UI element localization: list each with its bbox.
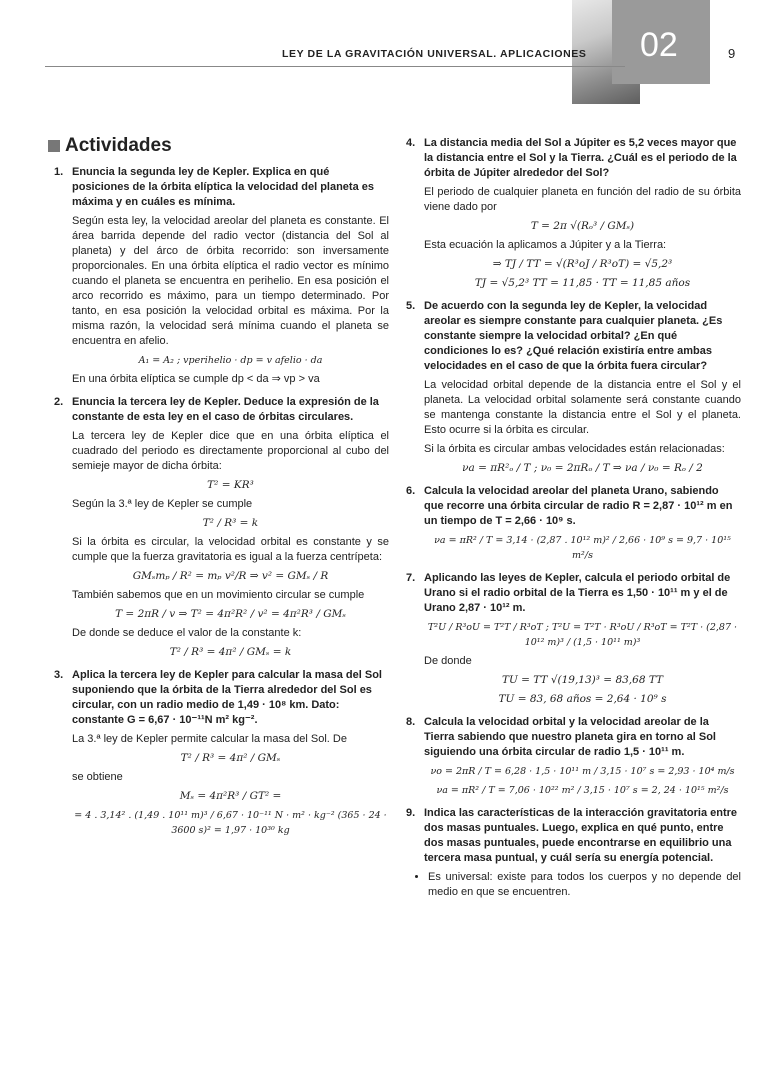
paragraph: La 3.ª ley de Kepler permite calcular la masa del Sol. De bbox=[72, 733, 347, 745]
left-column bbox=[54, 136, 389, 846]
bullet-list bbox=[428, 870, 741, 900]
activity-question: Enuncia la tercera ley de Kepler. Deduce la expresión de la constante de esta ley en el caso de órbitas circulares. bbox=[72, 396, 379, 423]
activity-7 bbox=[406, 571, 741, 707]
paragraph: se obtiene bbox=[72, 771, 123, 783]
paragraph: Si la órbita es circular, la velocidad orbital es constante y se cumple que la fuerza gravitatoria es igual a la fuerza centrípeta: bbox=[72, 536, 389, 563]
activity-number: 8. bbox=[406, 716, 416, 728]
paragraph: De donde bbox=[424, 655, 472, 667]
equation: Mₛ = 4π²R³ / GT² = bbox=[179, 790, 282, 802]
activity-number: 6. bbox=[406, 485, 416, 497]
activity-8 bbox=[406, 715, 741, 798]
equation: ⇒ TJ / TT = √(R³oJ / R³oT) = √5,2³ bbox=[492, 258, 673, 270]
equation: T² = KR³ bbox=[207, 479, 254, 491]
equation: A₁ = A₂ ; vperihelio · dp = v afelio · da bbox=[138, 355, 323, 366]
activity-number: 1. bbox=[54, 166, 64, 178]
equation: TJ = √5,2³ TT = 11,85 · TT = 11,85 años bbox=[474, 277, 691, 289]
activity-question: Enuncia la segunda ley de Kepler. Explica en qué posiciones de la órbita elíptica la velocidad del planeta es máxima y en cuáles es mínima. bbox=[72, 166, 374, 208]
equation: νa = πR² / T = 3,14 · (2,87 . 10¹² m)² / 2,66 · 10⁹ s = 9,7 · 10¹⁵ m²/s bbox=[434, 535, 731, 561]
activity-question: Aplicando las leyes de Kepler, calcula el periodo orbital de Urano si el radio orbital de la Tierra es 1,50 · 10¹¹ m y el de Urano 2,87 · 10¹² m. bbox=[424, 572, 731, 614]
equation: T²U / R³oU = T²T / R³oT ; T²U = T²T · R³oU / R³oT = T²T · (2,87 · 10¹² m)³ / (1,5 · 10¹¹ m)³ bbox=[427, 622, 738, 648]
activity-4 bbox=[406, 136, 741, 291]
activity-question: Calcula la velocidad areolar del planeta Urano, sabiendo que recorre una órbita circular de radio R = 2,87 · 10¹² m en un tiempo de T = 2,66 · 10⁹ s. bbox=[424, 485, 733, 527]
paragraph: De donde se deduce el valor de la constante k: bbox=[72, 627, 302, 639]
equation: T = 2π √(Rₒ³ / GMₛ) bbox=[530, 220, 635, 232]
activity-number: 2. bbox=[54, 396, 64, 408]
paragraph: Esta ecuación la aplicamos a Júpiter y a la Tierra: bbox=[424, 239, 667, 251]
equation: = 4 . 3,14² . (1,49 . 10¹¹ m)³ / 6,67 · 10⁻¹¹ N · m² · kg⁻² (365 · 24 · 3600 s)² = 1,97 · 10³⁰ kg bbox=[74, 810, 387, 836]
activity-question: Aplica la tercera ley de Kepler para calcular la masa del Sol suponiendo que la órbita de la Tierra alrededor del Sol es circular, con un radio medio de 1,49 · 10⁸ km. Dato: constante G = 6,67 · 10⁻¹¹N m² kg⁻². bbox=[72, 669, 382, 726]
equation: νa = πR² / T = 7,06 · 10²² m² / 3,15 · 10⁷ s = 2, 24 · 10¹⁵ m²/s bbox=[436, 785, 729, 796]
section-title: Actividades bbox=[65, 135, 172, 156]
activity-5 bbox=[406, 299, 741, 476]
activity-number: 5. bbox=[406, 300, 416, 312]
paragraph: En una órbita elíptica se cumple dp < da ⇒ vp > va bbox=[72, 373, 320, 385]
header-rule bbox=[45, 66, 625, 67]
page-number: 9 bbox=[728, 46, 736, 61]
activity-number: 4. bbox=[406, 137, 416, 149]
activity-2 bbox=[54, 395, 389, 660]
paragraph: El periodo de cualquier planeta en función del radio de su órbita viene dado por bbox=[424, 186, 741, 213]
activity-question: Calcula la velocidad orbital y la velocidad areolar de la Tierra sabiendo que nuestro planeta gira en torno al Sol siguiendo una órbita circular de radio 1,5 · 10¹¹ m. bbox=[424, 716, 716, 758]
equation: TU = TT √(19,13)³ = 83,68 TT bbox=[501, 674, 664, 686]
chapter-number: 02 bbox=[640, 26, 678, 64]
equation: GMₛmₚ / R² = mₚ v²/R ⇒ v² = GMₛ / R bbox=[132, 570, 329, 582]
equation: νo = 2πR / T = 6,28 · 1,5 · 10¹¹ m / 3,15 · 10⁷ s = 2,93 · 10⁴ m/s bbox=[430, 766, 735, 777]
equation: T² / R³ = 4π² / GMₛ bbox=[180, 752, 281, 764]
paragraph: La tercera ley de Kepler dice que en una órbita elíptica el cuadrado del periodo es directamente proporcional al cubo del semieje mayor de dicha órbita: bbox=[72, 430, 389, 472]
activity-question: De acuerdo con la segunda ley de Kepler, la velocidad areolar es siempre constante para cualquier planeta. ¿Es constante siempre la velocidad orbital? ¿En qué condiciones lo es? ¿Qué relación existiría entre ambas velocidades en el caso de que la órbita fuera circular? bbox=[424, 300, 723, 372]
activity-9 bbox=[406, 806, 741, 900]
paragraph: La velocidad orbital depende de la distancia entre el Sol y el planeta. La velocidad orbital solamente será constante cuando se mantenga constante la distancia entre el Sol y el planeta. Esto ocurre si la órbita es circular. bbox=[424, 379, 741, 436]
paragraph: Si la órbita es circular ambas velocidades están relacionadas: bbox=[424, 443, 725, 455]
equation: TU = 83, 68 años = 2,64 · 10⁹ s bbox=[498, 693, 667, 705]
activity-number: 3. bbox=[54, 669, 64, 681]
square-bullet-icon bbox=[48, 140, 60, 152]
section-heading bbox=[48, 135, 389, 156]
paragraph: También sabemos que en un movimiento circular se cumple bbox=[72, 589, 365, 601]
equation: T² / R³ = k bbox=[202, 517, 259, 529]
activity-3 bbox=[54, 668, 389, 838]
running-title: LEY DE LA GRAVITACIÓN UNIVERSAL. APLICACIONES bbox=[282, 48, 587, 60]
paragraph: Según la 3.ª ley de Kepler se cumple bbox=[72, 498, 253, 510]
equation: T² / R³ = 4π² / GMₛ = k bbox=[169, 646, 292, 658]
activity-question: La distancia media del Sol a Júpiter es 5,2 veces mayor que la distancia entre el Sol y la Tierra. ¿Cuál es el periodo de la órbita de Júpiter alrededor del Sol? bbox=[424, 137, 737, 179]
activity-6 bbox=[406, 484, 741, 563]
activity-number: 9. bbox=[406, 807, 416, 819]
activity-1 bbox=[54, 165, 389, 387]
activity-question: Indica las características de la interacción gravitatoria entre dos masas puntuales. Luego, explica en qué punto, entre dos masas puntuales, puede encontrarse en equilibrio una tercera masa puntual, y cuál sería su energía potencial. bbox=[424, 807, 738, 864]
list-item: • Es universal: existe para todos los cuerpos y no depende del medio en que se encuentren. bbox=[428, 870, 741, 900]
paragraph: Según esta ley, la velocidad areolar del planeta es constante. El área barrida depende del radio vector (distancia del Sol al planeta) y del árco de órbita recorrido: son inversamente proporcionales. En una órbita elíptica el radio vector es mínimo cuando el planeta se encuentra en perihelio. En esa posición el arco recorrido es máximo, para un tiempo determinado. Por tanto, en esa posición la velocidad orbital es máxima. Por la misma razón, la velocidad será mínima cuando el planeta se encuentra en afelio. bbox=[72, 215, 389, 347]
equation: T = 2πR / v ⇒ T² = 4π²R² / v² = 4π²R³ / GMₛ bbox=[115, 608, 346, 620]
right-column bbox=[406, 136, 741, 908]
activity-number: 7. bbox=[406, 572, 416, 584]
equation: νa = πR²ₒ / T ; ν₀ = 2πRₒ / T ⇒ νa / ν₀ = Rₒ / 2 bbox=[462, 462, 703, 474]
